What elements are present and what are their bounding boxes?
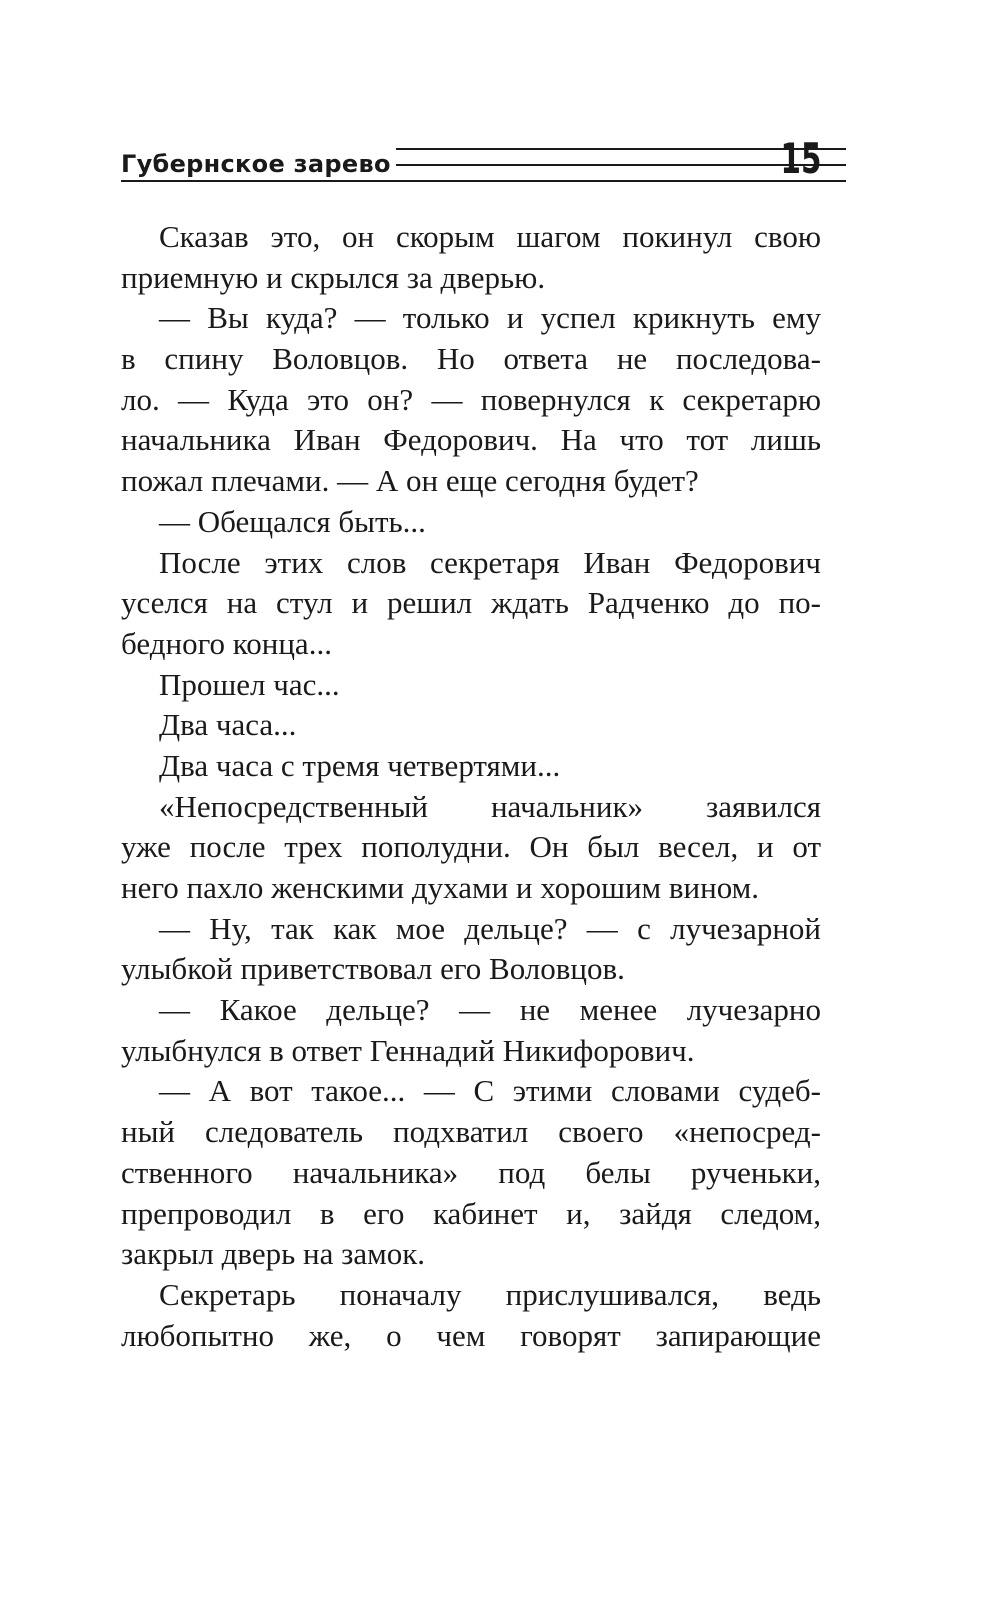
text-line: любопытно же, о чем говорят запирающие xyxy=(121,1317,821,1353)
header-rule-upper xyxy=(396,148,846,150)
text-line: — Обещался быть... xyxy=(159,503,426,539)
text-line: Два часа... xyxy=(159,707,297,743)
text-line: начальника Иван Федорович. На что тот лишь xyxy=(121,422,821,458)
text-line: закрыл дверь на замок. xyxy=(121,1236,426,1272)
running-header-title: Губернское зарево xyxy=(121,150,391,178)
text-line: После этих слов секретаря Иван Федорович xyxy=(159,544,821,580)
text-line: — Вы куда? — только и успел крикнуть ему xyxy=(159,300,821,336)
text-line: — Ну, так как мое дельце? — с лучезарной xyxy=(159,910,821,946)
text-line: препроводил в его кабинет и, зайдя следом, xyxy=(121,1195,821,1231)
text-line: ный следователь подхватил своего «непосред- xyxy=(121,1114,821,1150)
header-rule-underline xyxy=(121,180,396,182)
text-line: ло. — Куда это он? — повернулся к секретарю xyxy=(121,381,821,417)
header-rule-lower xyxy=(396,180,846,182)
header-rule-middle xyxy=(396,164,846,166)
text-line: Прошел час... xyxy=(159,666,340,702)
text-line: Два часа с тремя четвертями... xyxy=(159,747,561,783)
text-line: Сказав это, он скорым шагом покинул свою xyxy=(159,219,821,254)
text-line: улыбнулся в ответ Геннадий Никифорович. xyxy=(121,1032,695,1068)
text-line: уже после трех пополудни. Он был весел, и от xyxy=(121,829,821,865)
page-number: 15 xyxy=(780,134,821,183)
text-line: приемную и скрылся за дверью. xyxy=(121,259,546,295)
text-line: «Непосредственный начальник» заявился xyxy=(159,788,821,824)
text-line: него пахло женскими духами и хорошим вином. xyxy=(121,870,759,905)
body-text xyxy=(121,217,821,1356)
running-header xyxy=(121,134,821,190)
text-line: Секретарь поначалу прислушивался, ведь xyxy=(159,1276,821,1312)
text-line: — Какое дельце? — не менее лучезарно xyxy=(159,992,821,1028)
text-line: бедного конца... xyxy=(121,625,332,661)
text-line: ственного начальника» под белы рученьки, xyxy=(121,1154,821,1190)
text-line: пожал плечами. — А он еще сегодня будет? xyxy=(121,463,699,499)
text-line: в спину Воловцов. Но ответа не последова- xyxy=(121,341,821,377)
text-line: — А вот такое... — С этими словами судеб- xyxy=(159,1073,821,1109)
text-line: уселся на стул и решил ждать Радченко до по- xyxy=(121,585,821,621)
text-line: улыбкой приветствовал его Воловцов. xyxy=(121,951,625,987)
